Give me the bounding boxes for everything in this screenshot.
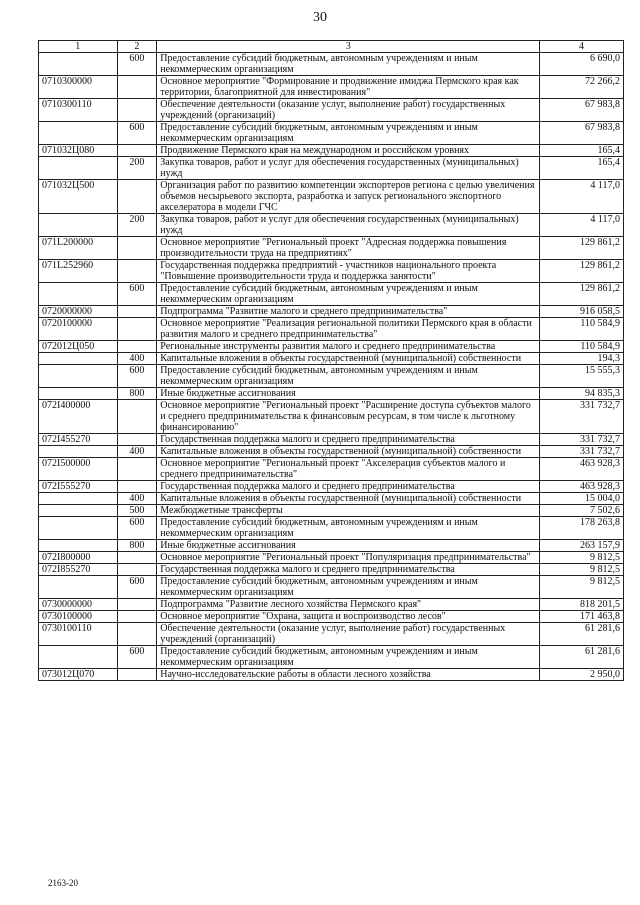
item-name: Подпрограмма "Развитие малого и среднего предпринимательства" xyxy=(157,306,540,318)
header-col-3: 3 xyxy=(157,41,540,53)
item-name: Основное мероприятие "Региональный проект "Акселерация субъектов малого и среднего предпринимательства" xyxy=(157,458,540,481)
table-row xyxy=(39,646,624,669)
expense-type-code xyxy=(117,145,157,157)
expense-type-code xyxy=(117,564,157,576)
table-header-row xyxy=(39,41,624,53)
item-name: Продвижение Пермского края на международном и российском уровнях xyxy=(157,145,540,157)
amount: 463 928,3 xyxy=(540,481,624,493)
expense-type-code xyxy=(117,458,157,481)
item-name: Предоставление субсидий бюджетным, автономным учреждениям и иным некоммерческим организациям xyxy=(157,122,540,145)
expense-type-code xyxy=(117,611,157,623)
table-row xyxy=(39,493,624,505)
table-row xyxy=(39,353,624,365)
table-row xyxy=(39,157,624,180)
classification-code: 071L252960 xyxy=(39,260,118,283)
table-row xyxy=(39,669,624,681)
amount: 4 117,0 xyxy=(540,214,624,237)
item-name: Капитальные вложения в объекты государственной (муниципальной) собственности xyxy=(157,446,540,458)
expense-type-code xyxy=(117,599,157,611)
expense-type-code xyxy=(117,434,157,446)
table-row xyxy=(39,599,624,611)
item-name: Государственная поддержка малого и среднего предпринимательства xyxy=(157,564,540,576)
classification-code: 073012Ц070 xyxy=(39,669,118,681)
expense-type-code xyxy=(117,237,157,260)
amount: 72 266,2 xyxy=(540,76,624,99)
table-row xyxy=(39,540,624,552)
item-name: Предоставление субсидий бюджетным, автономным учреждениям и иным некоммерческим организациям xyxy=(157,283,540,306)
budget-table xyxy=(38,40,624,681)
item-name: Закупка товаров, работ и услуг для обеспечения государственных (муниципальных) нужд xyxy=(157,214,540,237)
classification-code: 072I500000 xyxy=(39,458,118,481)
amount: 4 117,0 xyxy=(540,180,624,214)
expense-type-code xyxy=(117,306,157,318)
amount: 263 157,9 xyxy=(540,540,624,552)
item-name: Подпрограмма "Развитие лесного хозяйства Пермского края" xyxy=(157,599,540,611)
amount: 61 281,6 xyxy=(540,623,624,646)
amount: 9 812,5 xyxy=(540,564,624,576)
item-name: Обеспечение деятельности (оказание услуг, выполнение работ) государственных учреждений (организаций) xyxy=(157,623,540,646)
classification-code xyxy=(39,122,118,145)
page-number: 30 xyxy=(313,10,327,25)
item-name: Государственная поддержка малого и среднего предпринимательства xyxy=(157,481,540,493)
classification-code xyxy=(39,365,118,388)
table-row xyxy=(39,341,624,353)
amount: 171 463,8 xyxy=(540,611,624,623)
classification-code: 071L200000 xyxy=(39,237,118,260)
table-row xyxy=(39,283,624,306)
classification-code xyxy=(39,446,118,458)
table-row xyxy=(39,552,624,564)
classification-code: 072I455270 xyxy=(39,434,118,446)
expense-type-code xyxy=(117,400,157,434)
classification-code xyxy=(39,214,118,237)
classification-code xyxy=(39,53,118,76)
table-row xyxy=(39,145,624,157)
item-name: Основное мероприятие "Формирование и продвижение имиджа Пермского края как территории, благоприятной для инвестирования" xyxy=(157,76,540,99)
amount: 331 732,7 xyxy=(540,446,624,458)
classification-code xyxy=(39,493,118,505)
expense-type-code: 500 xyxy=(117,505,157,517)
table-row xyxy=(39,446,624,458)
item-name: Основное мероприятие "Региональный проект "Расширение доступа субъектов малого и среднего предпринимательства к финансовым ресурсам, в том числе к льготному финансированию" xyxy=(157,400,540,434)
amount: 94 835,3 xyxy=(540,388,624,400)
classification-code xyxy=(39,576,118,599)
item-name: Обеспечение деятельности (оказание услуг, выполнение работ) государственных учреждений (организаций) xyxy=(157,99,540,122)
expense-type-code xyxy=(117,623,157,646)
expense-type-code: 400 xyxy=(117,353,157,365)
expense-type-code: 800 xyxy=(117,388,157,400)
expense-type-code xyxy=(117,76,157,99)
item-name: Межбюджетные трансферты xyxy=(157,505,540,517)
table-row xyxy=(39,53,624,76)
amount: 178 263,8 xyxy=(540,517,624,540)
classification-code: 072I855270 xyxy=(39,564,118,576)
amount: 129 861,2 xyxy=(540,260,624,283)
expense-type-code xyxy=(117,341,157,353)
expense-type-code xyxy=(117,552,157,564)
classification-code: 072I555270 xyxy=(39,481,118,493)
table-row xyxy=(39,576,624,599)
expense-type-code xyxy=(117,260,157,283)
classification-code: 0710300110 xyxy=(39,99,118,122)
classification-code xyxy=(39,157,118,180)
table-row xyxy=(39,180,624,214)
amount: 67 983,8 xyxy=(540,99,624,122)
table-row xyxy=(39,388,624,400)
amount: 916 058,5 xyxy=(540,306,624,318)
item-name: Предоставление субсидий бюджетным, автономным учреждениям и иным некоммерческим организациям xyxy=(157,517,540,540)
amount: 331 732,7 xyxy=(540,434,624,446)
expense-type-code: 200 xyxy=(117,214,157,237)
table-body xyxy=(39,53,624,681)
amount: 61 281,6 xyxy=(540,646,624,669)
amount: 67 983,8 xyxy=(540,122,624,145)
header-col-1: 1 xyxy=(39,41,118,53)
table-row xyxy=(39,318,624,341)
amount: 15 004,0 xyxy=(540,493,624,505)
item-name: Иные бюджетные ассигнования xyxy=(157,540,540,552)
expense-type-code xyxy=(117,481,157,493)
table-row xyxy=(39,400,624,434)
item-name: Государственная поддержка малого и среднего предпринимательства xyxy=(157,434,540,446)
classification-code: 071032Ц500 xyxy=(39,180,118,214)
table-row xyxy=(39,306,624,318)
table-row xyxy=(39,517,624,540)
classification-code xyxy=(39,388,118,400)
classification-code xyxy=(39,646,118,669)
item-name: Капитальные вложения в объекты государственной (муниципальной) собственности xyxy=(157,493,540,505)
amount: 165,4 xyxy=(540,145,624,157)
classification-code: 0720000000 xyxy=(39,306,118,318)
table-row xyxy=(39,365,624,388)
classification-code: 072I800000 xyxy=(39,552,118,564)
table-row xyxy=(39,505,624,517)
table-row xyxy=(39,434,624,446)
item-name: Иные бюджетные ассигнования xyxy=(157,388,540,400)
amount: 15 555,3 xyxy=(540,365,624,388)
expense-type-code: 600 xyxy=(117,576,157,599)
item-name: Основное мероприятие "Реализация региональной политики Пермского края в области развития малого и среднего предпринимательства" xyxy=(157,318,540,341)
expense-type-code: 600 xyxy=(117,122,157,145)
table-row xyxy=(39,214,624,237)
amount: 331 732,7 xyxy=(540,400,624,434)
expense-type-code xyxy=(117,318,157,341)
expense-type-code: 600 xyxy=(117,53,157,76)
amount: 194,3 xyxy=(540,353,624,365)
amount: 463 928,3 xyxy=(540,458,624,481)
classification-code: 072012Ц050 xyxy=(39,341,118,353)
expense-type-code xyxy=(117,180,157,214)
table-row xyxy=(39,458,624,481)
classification-code: 0730000000 xyxy=(39,599,118,611)
classification-code: 0730100000 xyxy=(39,611,118,623)
table-row xyxy=(39,122,624,145)
amount: 110 584,9 xyxy=(540,318,624,341)
classification-code: 071032Ц080 xyxy=(39,145,118,157)
header-col-4: 4 xyxy=(540,41,624,53)
expense-type-code: 400 xyxy=(117,446,157,458)
expense-type-code: 200 xyxy=(117,157,157,180)
header-col-2: 2 xyxy=(117,41,157,53)
item-name: Предоставление субсидий бюджетным, автономным учреждениям и иным некоммерческим организациям xyxy=(157,646,540,669)
amount: 9 812,5 xyxy=(540,552,624,564)
expense-type-code xyxy=(117,99,157,122)
item-name: Предоставление субсидий бюджетным, автономным учреждениям и иным некоммерческим организациям xyxy=(157,365,540,388)
amount: 165,4 xyxy=(540,157,624,180)
table-row xyxy=(39,99,624,122)
item-name: Основное мероприятие "Региональный проект "Адресная поддержка повышения производительности труда на предприятиях" xyxy=(157,237,540,260)
amount: 6 690,0 xyxy=(540,53,624,76)
expense-type-code: 600 xyxy=(117,283,157,306)
expense-type-code xyxy=(117,669,157,681)
expense-type-code: 600 xyxy=(117,365,157,388)
table-row xyxy=(39,481,624,493)
table-row xyxy=(39,564,624,576)
classification-code xyxy=(39,505,118,517)
item-name: Основное мероприятие "Охрана, защита и воспроизводство лесов" xyxy=(157,611,540,623)
table-row xyxy=(39,237,624,260)
item-name: Предоставление субсидий бюджетным, автономным учреждениям и иным некоммерческим организациям xyxy=(157,53,540,76)
expense-type-code: 600 xyxy=(117,517,157,540)
item-name: Организация работ по развитию компетенции экспортеров региона с целью увеличения объемов несырьевого экспорта, разработка и запуск регионального экспортного акселератора в модели ГЧС xyxy=(157,180,540,214)
item-name: Капитальные вложения в объекты государственной (муниципальной) собственности xyxy=(157,353,540,365)
classification-code: 0720100000 xyxy=(39,318,118,341)
item-name: Закупка товаров, работ и услуг для обеспечения государственных (муниципальных) нужд xyxy=(157,157,540,180)
amount: 129 861,2 xyxy=(540,237,624,260)
item-name: Основное мероприятие "Региональный проект "Популяризация предпринимательства" xyxy=(157,552,540,564)
item-name: Государственная поддержка предприятий - участников национального проекта "Повышение производительности труда и поддержка занятости" xyxy=(157,260,540,283)
item-name: Научно-исследовательские работы в области лесного хозяйства xyxy=(157,669,540,681)
table-row xyxy=(39,76,624,99)
amount: 7 502,6 xyxy=(540,505,624,517)
expense-type-code: 800 xyxy=(117,540,157,552)
table-row xyxy=(39,623,624,646)
classification-code: 072I400000 xyxy=(39,400,118,434)
expense-type-code: 600 xyxy=(117,646,157,669)
item-name: Предоставление субсидий бюджетным, автономным учреждениям и иным некоммерческим организациям xyxy=(157,576,540,599)
classification-code: 0710300000 xyxy=(39,76,118,99)
table-row xyxy=(39,611,624,623)
amount: 129 861,2 xyxy=(540,283,624,306)
classification-code xyxy=(39,353,118,365)
amount: 818 201,5 xyxy=(540,599,624,611)
item-name: Региональные инструменты развития малого и среднего предпринимательства xyxy=(157,341,540,353)
footer-code: 2163-20 xyxy=(48,878,78,888)
amount: 110 584,9 xyxy=(540,341,624,353)
classification-code xyxy=(39,517,118,540)
classification-code xyxy=(39,540,118,552)
classification-code: 0730100110 xyxy=(39,623,118,646)
amount: 2 950,0 xyxy=(540,669,624,681)
table-row xyxy=(39,260,624,283)
classification-code xyxy=(39,283,118,306)
amount: 9 812,5 xyxy=(540,576,624,599)
expense-type-code: 400 xyxy=(117,493,157,505)
